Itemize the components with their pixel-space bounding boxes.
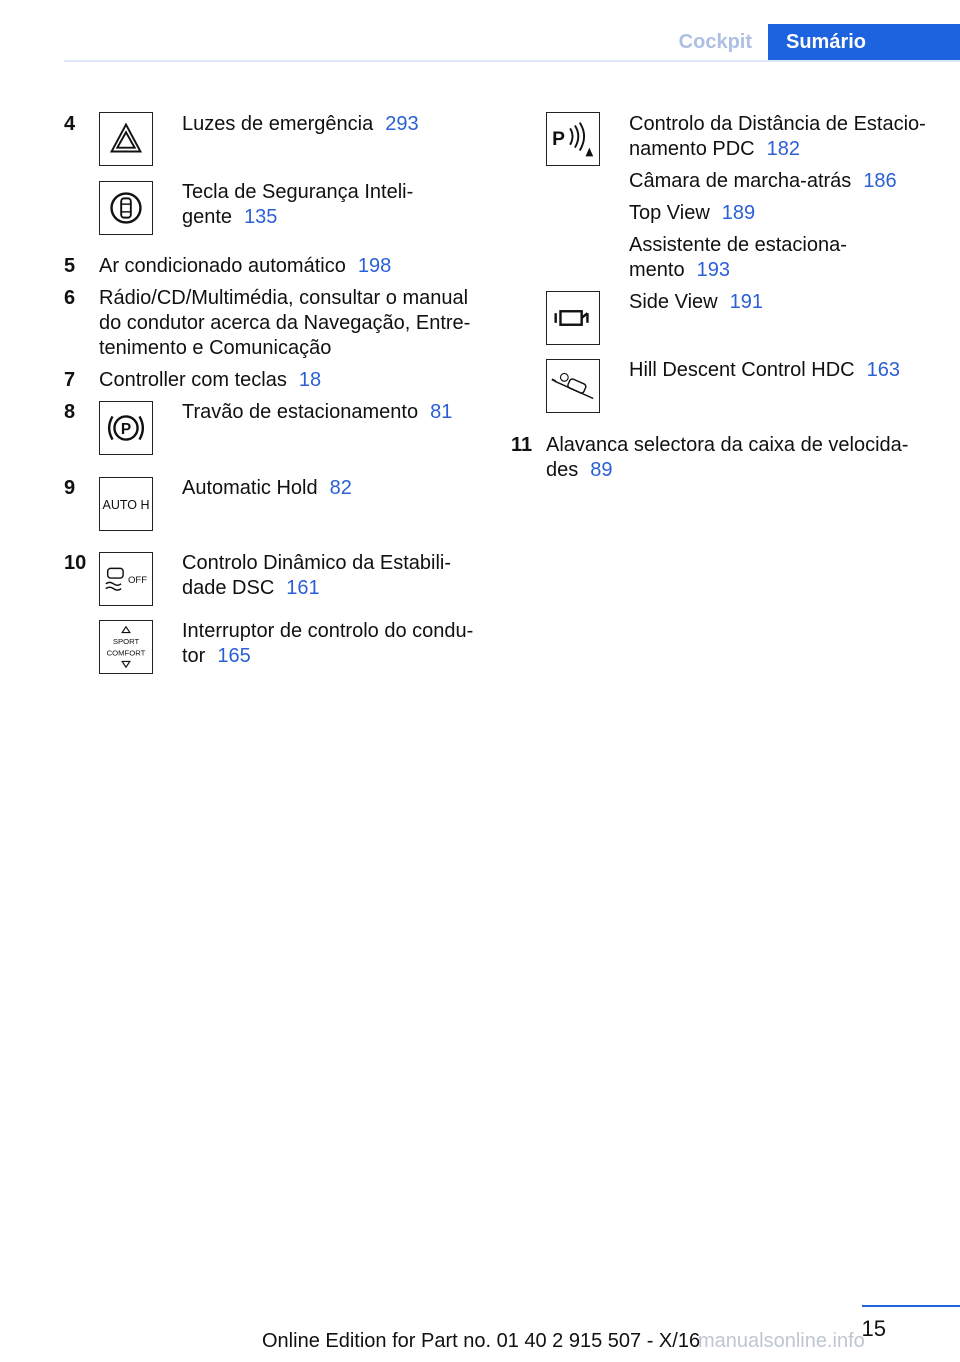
item-number-8: 8 <box>64 401 76 423</box>
lever-page-link[interactable]: 89 <box>590 459 613 481</box>
topview-entry <box>629 201 755 226</box>
controller-label: Controller com teclas <box>99 369 287 391</box>
hazard-page-link[interactable]: 293 <box>385 113 419 135</box>
pdc-label-1: Controlo da Distância de Estacio- <box>629 113 926 135</box>
driving-label-2: tor <box>182 645 206 667</box>
header-divider <box>64 60 960 62</box>
parking-assist-label-2: mento <box>629 259 685 281</box>
radio-line-2: do condutor acerca da Navegação, Entre- <box>99 312 471 334</box>
dsc-label-2: dade DSC <box>182 577 275 599</box>
comfort-icon-text: COMFORT <box>106 648 146 658</box>
controller-entry <box>99 368 321 393</box>
sideview-entry <box>629 290 763 315</box>
security-label-1: Tecla de Segurança Inteli- <box>182 181 414 203</box>
hdc-page-link[interactable]: 163 <box>866 359 900 381</box>
svg-text:P: P <box>120 420 132 438</box>
hazard-icon <box>99 112 153 166</box>
hdc-entry <box>629 358 900 383</box>
item-number-7: 7 <box>64 369 76 391</box>
hazard-label: Luzes de emergência <box>182 113 374 135</box>
driving-label-1: Interruptor de controlo do condu- <box>182 620 474 642</box>
controller-page-link[interactable]: 18 <box>298 369 322 391</box>
pdc-icon <box>546 112 600 166</box>
lever-label-2: des <box>546 459 579 481</box>
camera-entry <box>629 169 897 194</box>
page-number-rule <box>862 1305 960 1307</box>
dsc-icon-text: OFF <box>127 574 148 586</box>
header-tabs <box>662 24 960 61</box>
parking-brake-entry <box>182 400 452 425</box>
item-number-9: 9 <box>64 477 76 499</box>
dsc-off-icon <box>99 552 153 606</box>
auto-hold-entry <box>182 476 352 501</box>
auto-hold-label: Automatic Hold <box>182 477 318 499</box>
pdc-page-link[interactable]: 182 <box>766 138 800 160</box>
security-key-icon <box>99 181 153 235</box>
driving-page-link[interactable]: 165 <box>217 645 251 667</box>
driving-entry <box>182 619 473 669</box>
ac-page-link[interactable]: 198 <box>357 255 392 277</box>
hill-descent-icon <box>546 359 600 413</box>
auto-hold-icon <box>99 477 153 531</box>
radio-line-3: tenimento e Comunicação <box>99 337 332 359</box>
item-number-10: 10 <box>64 552 87 574</box>
sideview-page-link[interactable]: 191 <box>729 291 763 313</box>
radio-entry <box>99 286 470 361</box>
camera-label: Câmara de marcha-atrás <box>629 170 852 192</box>
pdc-entry <box>629 112 926 162</box>
dsc-page-link[interactable]: 161 <box>286 577 320 599</box>
watermark: manualsonline.info <box>698 1330 865 1352</box>
parking-brake-icon <box>99 401 153 455</box>
topview-label: Top View <box>629 202 710 224</box>
item-number-6: 6 <box>64 287 76 309</box>
sideview-label: Side View <box>629 291 718 313</box>
parking-brake-label: Travão de estacionamento <box>182 401 419 423</box>
camera-page-link[interactable]: 186 <box>863 170 897 192</box>
security-entry <box>182 180 413 230</box>
security-page-link[interactable]: 135 <box>244 206 278 228</box>
sport-icon-text: SPORT <box>112 637 140 647</box>
parking-brake-page-link[interactable]: 81 <box>430 401 453 423</box>
side-view-camera-icon <box>546 291 600 345</box>
item-number-5: 5 <box>64 255 76 277</box>
parking-assist-page-link[interactable]: 193 <box>696 259 730 281</box>
sport-comfort-icon <box>99 620 153 674</box>
item-number-11: 11 <box>511 434 533 456</box>
page-number: 15 <box>861 1316 886 1341</box>
parking-assist-entry <box>629 233 847 283</box>
auto-hold-icon-text: AUTO H <box>102 497 150 512</box>
lever-entry <box>546 433 908 483</box>
tab-sumario[interactable]: Sumário <box>768 24 960 61</box>
ac-label: Ar condicionado automático <box>99 255 346 277</box>
pdc-label-2: namento PDC <box>629 138 755 160</box>
parking-assist-label-1: Assistente de estaciona- <box>629 234 847 256</box>
dsc-label-1: Controlo Dinâmico da Estabili- <box>182 552 452 574</box>
hdc-label: Hill Descent Control HDC <box>629 359 855 381</box>
lever-label-1: Alavanca selectora da caixa de velocida- <box>546 434 909 456</box>
topview-page-link[interactable]: 189 <box>721 202 756 224</box>
radio-line-1: Rádio/CD/Multimédia, consultar o manual <box>99 287 469 309</box>
edition-footer: Online Edition for Part no. 01 40 2 915 507 - X/16 <box>262 1330 701 1352</box>
svg-text:P: P <box>552 128 565 150</box>
hazard-entry <box>182 112 419 137</box>
dsc-entry <box>182 551 451 601</box>
security-label-2: gente <box>182 206 233 228</box>
tab-cockpit[interactable]: Cockpit <box>662 24 768 61</box>
auto-hold-page-link[interactable]: 82 <box>329 477 352 499</box>
item-number-4: 4 <box>64 113 76 135</box>
ac-entry <box>99 254 391 279</box>
